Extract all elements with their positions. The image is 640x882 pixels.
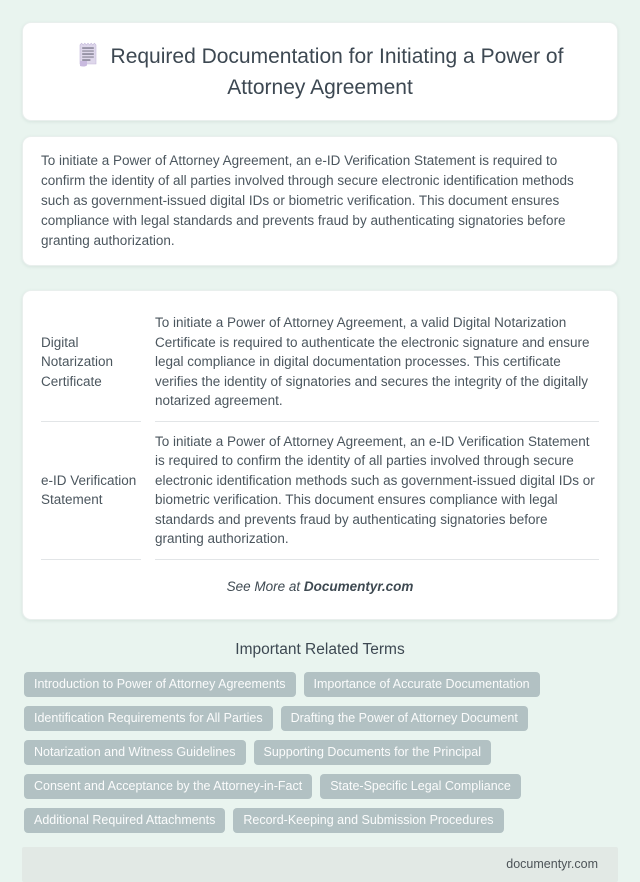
title-card <box>22 22 618 121</box>
related-terms-list <box>22 672 618 833</box>
related-term-tag[interactable]: State-Specific Legal Compliance <box>320 774 521 799</box>
related-term-tag[interactable]: Additional Required Attachments <box>24 808 225 833</box>
related-term-tag[interactable]: Record-Keeping and Submission Procedures <box>233 808 503 833</box>
intro-card <box>22 136 618 266</box>
related-term-tag[interactable]: Importance of Accurate Documentation <box>304 672 540 697</box>
related-term-tag[interactable]: Notarization and Witness Guidelines <box>24 740 246 765</box>
related-term-tag[interactable]: Identification Requirements for All Parties <box>24 706 273 731</box>
related-terms-heading: Important Related Terms <box>235 640 405 658</box>
footer-bar <box>22 847 618 882</box>
related-term-tag[interactable]: Introduction to Power of Attorney Agreements <box>24 672 296 697</box>
see-more-line <box>41 579 599 594</box>
see-more-prefix: See More at <box>226 578 304 594</box>
related-term-tag[interactable]: Supporting Documents for the Principal <box>254 740 491 765</box>
page-title <box>63 41 577 103</box>
intro-paragraph: To initiate a Power of Attorney Agreement, an e-ID Verification Statement is required to confirm the identity of all parties involved through secure electronic identification methods such as government-issued digital IDs or biometric verification. This document ensures compliance with legal standards and prevents fraud by authenticating signatories before granting authorization. <box>41 153 574 248</box>
related-term-tag[interactable]: Consent and Acceptance by the Attorney-in-Fact <box>24 774 312 799</box>
documents-table <box>41 303 599 560</box>
page-title-text: Required Documentation for Initiating a Power of Attorney Agreement <box>110 44 564 99</box>
related-term-tag[interactable]: Drafting the Power of Attorney Document <box>281 706 528 731</box>
receipt-icon <box>77 41 99 68</box>
documents-card <box>22 290 618 620</box>
document-description: To initiate a Power of Attorney Agreement, a valid Digital Notarization Certificate is required to authenticate the electronic signature and ensure legal compliance in digital documentation processes. This certificate verifies the identity of signatories and secures the integrity of the digitally notarized agreement. <box>155 303 599 422</box>
document-term: e-ID Verification Statement <box>41 422 141 560</box>
footer-site-text: documentyr.com <box>506 857 598 871</box>
see-more-site-link[interactable]: Documentyr.com <box>303 578 414 594</box>
document-term: Digital Notarization Certificate <box>41 303 141 422</box>
document-description: To initiate a Power of Attorney Agreement, an e-ID Verification Statement is required to confirm the identity of all parties involved through secure electronic identification methods such as government-issued digital IDs or biometric verification. This document ensures compliance with legal standards and prevents fraud by authenticating signatories before granting authorization. <box>155 422 599 560</box>
